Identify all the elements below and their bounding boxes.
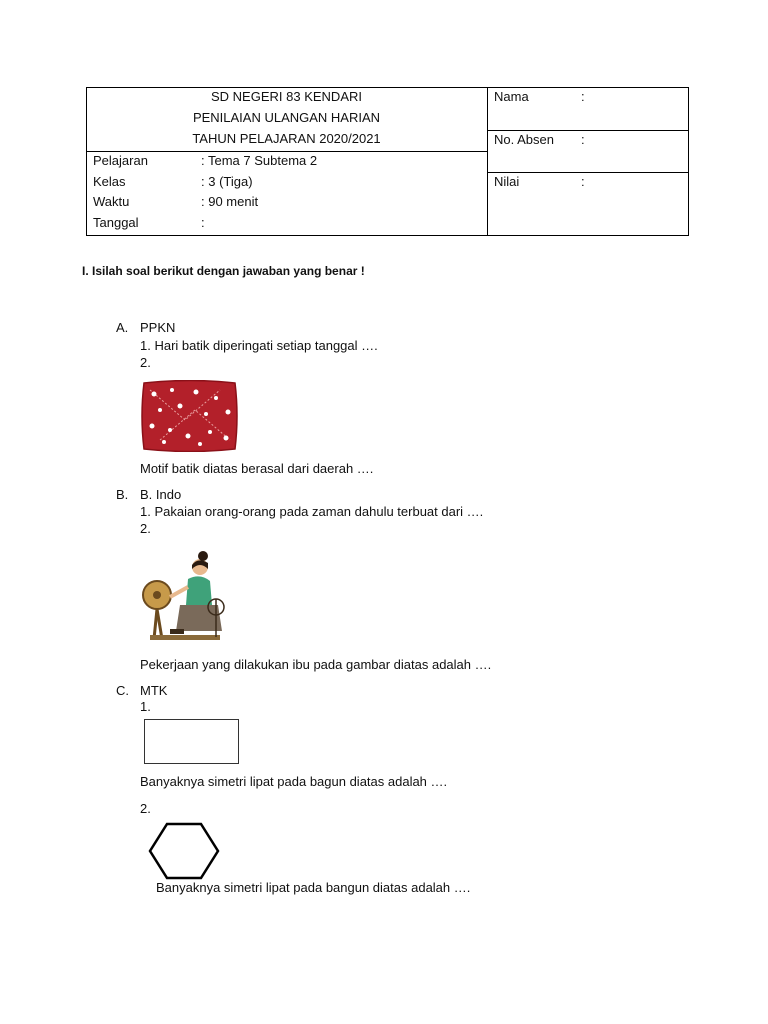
label-nama: Nama [494,89,529,104]
colon-nama: : [581,89,585,104]
value-pelajaran: : Tema 7 Subtema 2 [201,153,318,168]
value-tanggal: : [201,215,205,230]
header-divider-right-1 [487,130,689,131]
header-divider-vertical [487,87,488,236]
rectangle-shape [144,719,239,764]
section-b-q2-number: 2. [140,521,151,536]
label-pelajaran: Pelajaran [93,153,148,168]
section-b-title: B. Indo [140,487,182,502]
section-c-marker: C. [116,683,129,698]
value-waktu: : 90 menit [201,194,259,209]
section-b-q1: 1. Pakaian orang-orang pada zaman dahulu terbuat dari …. [140,504,484,519]
section-c-q2-number: 2. [140,801,151,816]
batik-cloth-image [140,380,239,452]
exam-title: PENILAIAN ULANGAN HARIAN [192,110,381,125]
header-divider-left [86,151,487,152]
hexagon-shape [148,822,220,880]
section-a-q2-number: 2. [140,355,151,370]
section-c-q1-text: Banyaknya simetri lipat pada bagun diatas adalah …. [140,774,448,789]
label-no-absen: No. Absen [494,132,554,147]
section-a-marker: A. [116,320,129,335]
label-nilai: Nilai [494,174,520,189]
section-a-title: PPKN [140,320,176,335]
school-name: SD NEGERI 83 KENDARI [211,89,362,104]
label-tanggal: Tanggal [93,215,139,230]
colon-nilai: : [581,174,585,189]
section-c-q1-number: 1. [140,699,151,714]
section-a-q1: 1. Hari batik diperingati setiap tanggal …. [140,338,378,353]
colon-no-absen: : [581,132,585,147]
woman-spinning-wheel-image [140,545,230,645]
header-divider-right-2 [487,172,689,173]
section-c-q2-text: Banyaknya simetri lipat pada bangun diatas adalah …. [156,880,471,895]
section-b-q2-text: Pekerjaan yang dilakukan ibu pada gambar diatas adalah …. [140,657,492,672]
section-a-q2-text: Motif batik diatas berasal dari daerah …. [140,461,374,476]
value-kelas: : 3 (Tiga) [201,174,253,189]
label-kelas: Kelas [93,174,126,189]
section-c-title: MTK [140,683,168,698]
label-waktu: Waktu [93,194,130,209]
instruction: I. Isilah soal berikut dengan jawaban yang benar ! [82,264,365,278]
school-year: TAHUN PELAJARAN 2020/2021 [192,131,381,146]
section-b-marker: B. [116,487,129,502]
